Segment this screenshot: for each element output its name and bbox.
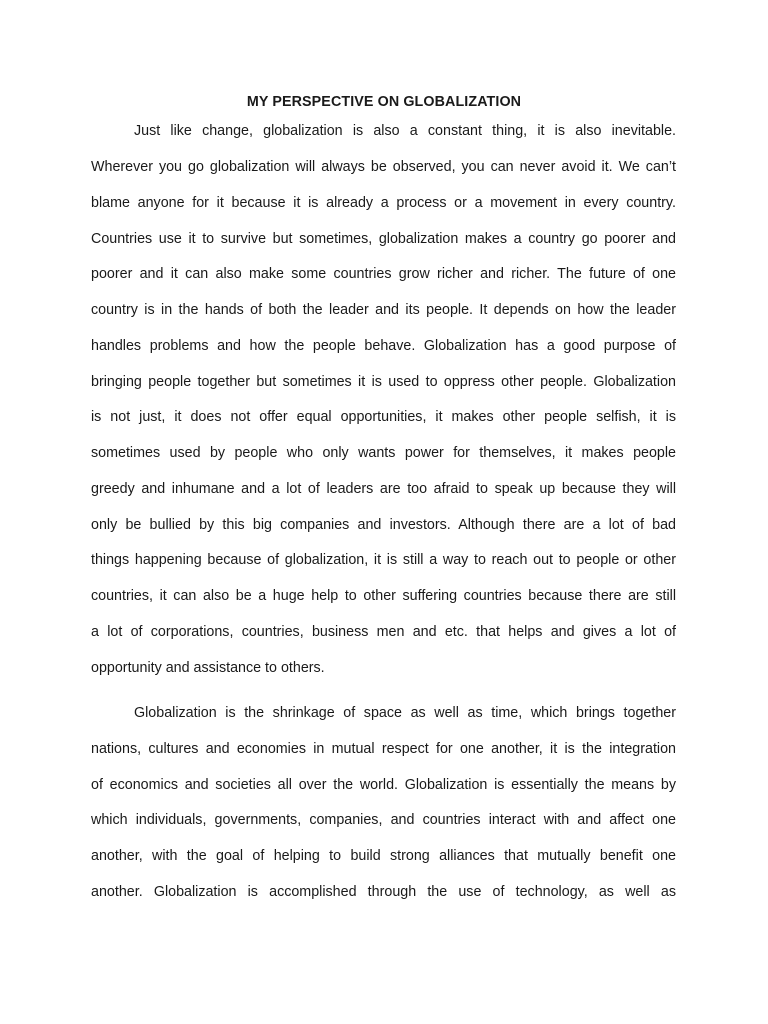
paragraph-line: handles problems and how the people behave. Globalization has a good purpose of [91,338,676,354]
paragraph-line: only be bullied by this big companies and investors. Although there are a lot of bad [91,517,676,533]
paragraph-line: Wherever you go globalization will always be observed, you can never avoid it. We can’t [91,159,676,175]
paragraph-line: a lot of corporations, countries, business men and etc. that helps and gives a lot of [91,624,676,640]
paragraph-line: greedy and inhumane and a lot of leaders are too afraid to speak up because they will [91,481,676,497]
paragraph-line: things happening because of globalization, it is still a way to reach out to people or other [91,552,676,568]
paragraph-line: Globalization is the shrinkage of space as well as time, which brings together [134,705,676,721]
paragraph-line: Just like change, globalization is also a constant thing, it is also inevitable. [134,123,676,139]
paragraph-line: bringing people together but sometimes it is used to oppress other people. Globalization [91,374,676,390]
paragraph-line: nations, cultures and economies in mutual respect for one another, it is the integration [91,741,676,757]
paragraph-line: Countries use it to survive but sometimes, globalization makes a country go poorer and [91,231,676,247]
paragraph-line: opportunity and assistance to others. [91,660,325,676]
paragraph-line: another. Globalization is accomplished through the use of technology, as well as [91,884,676,900]
paragraph-line: sometimes used by people who only wants power for themselves, it makes people [91,445,676,461]
paragraph-line: blame anyone for it because it is already a process or a movement in every country. [91,195,676,211]
paragraph-line: another, with the goal of helping to build strong alliances that mutually benefit one [91,848,676,864]
paragraph-line: is not just, it does not offer equal opportunities, it makes other people selfish, it is [91,409,676,425]
paragraph-line: country is in the hands of both the leader and its people. It depends on how the leader [91,302,676,318]
paragraph-line: poorer and it can also make some countries grow richer and richer. The future of one [91,266,676,282]
paragraph-line: countries, it can also be a huge help to other suffering countries because there are still [91,588,676,604]
paragraph-line: of economics and societies all over the world. Globalization is essentially the means by [91,777,676,793]
document-title: MY PERSPECTIVE ON GLOBALIZATION [246,94,522,110]
paragraph-line: which individuals, governments, companies, and countries interact with and affect one [91,812,676,828]
